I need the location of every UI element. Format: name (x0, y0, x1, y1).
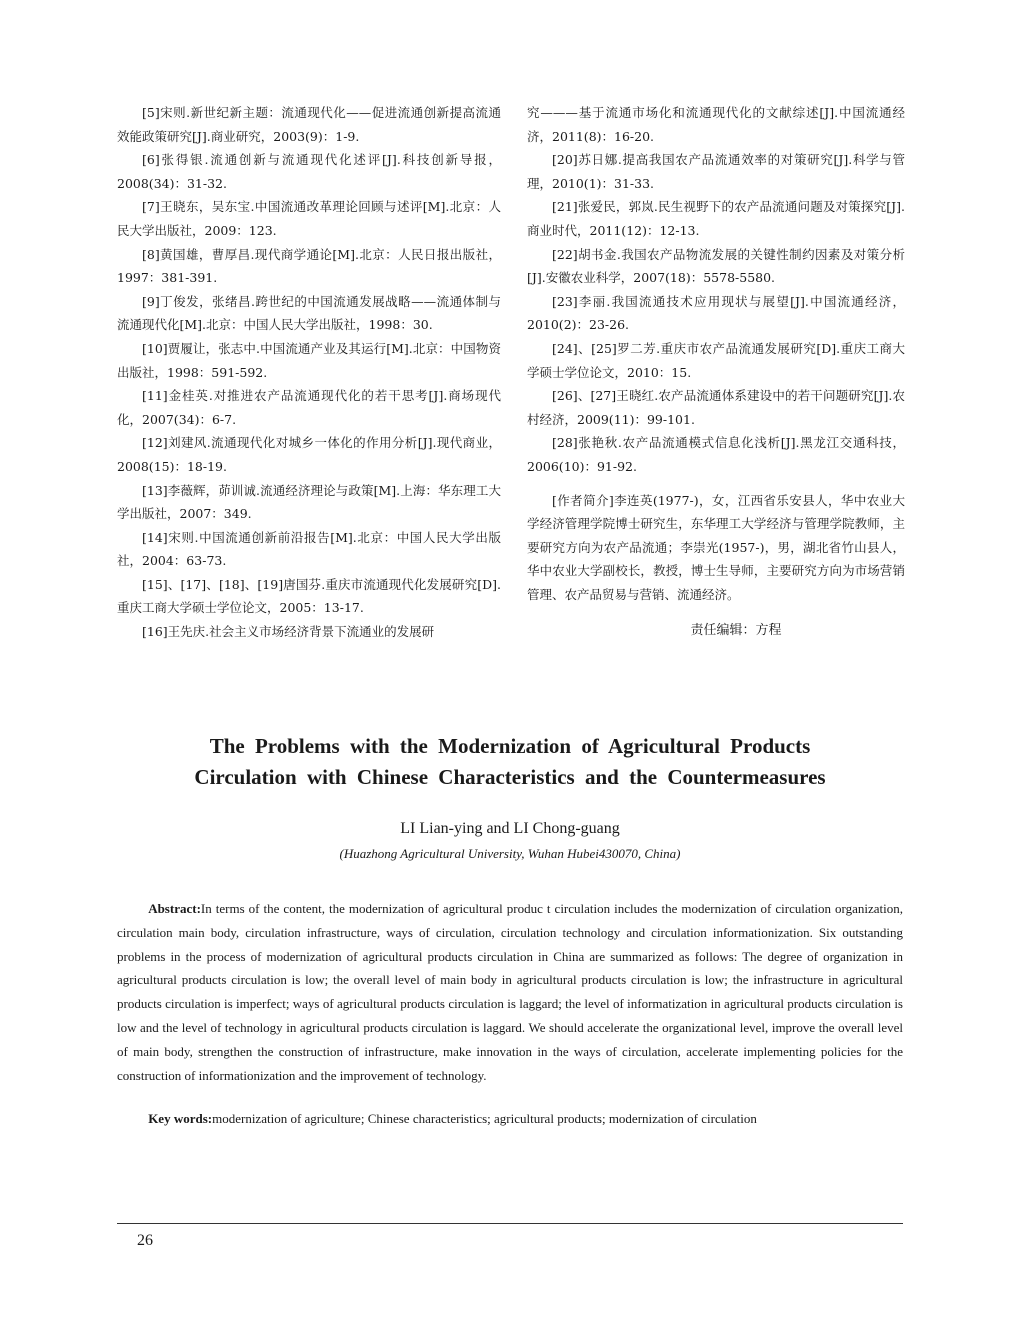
reference-item: [14]宋则.中国流通创新前沿报告[M].北京：中国人民大学出版社，2004：63-73. (117, 529, 501, 569)
page-number: 26 (137, 1232, 153, 1249)
reference-item: [21]张爱民，郭岚.民生视野下的农产品流通问题及对策探究[J].商业时代，2011(12)：12-13. (527, 199, 905, 238)
keywords-text: modernization of agriculture; Chinese characteristics; agricultural products; modernization of circulation (212, 1111, 757, 1126)
english-keywords (117, 1107, 903, 1131)
reference-item: [9]丁俊发，张绪昌.跨世纪的中国流通发展战略——流通体制与流通现代化[M].北京：中国人民大学出版社，1998：30. (117, 293, 501, 333)
reference-item: [16]王先庆.社会主义市场经济背景下流通业的发展研 (142, 624, 435, 640)
reference-item: [20]苏日娜.提高我国农产品流通效率的对策研究[J].科学与管理，2010(1)：31-33. (527, 152, 905, 191)
references-left-column (117, 101, 501, 644)
english-title (0, 731, 1020, 793)
responsible-editor: 责任编辑：方程 (690, 622, 782, 638)
reference-item: [23]李丽.我国流通技术应用现状与展望[J].中国流通经济，2010(2)：23-26. (527, 293, 905, 333)
reference-item: [13]李薇辉，茆训诚.流通经济理论与政策[M].上海：华东理工大学出版社，2007：349. (117, 482, 501, 522)
reference-item: [12]刘建风.流通现代化对城乡一体化的作用分析[J].现代商业，2008(15)：18-19. (117, 435, 501, 474)
reference-item: [15]、[17]、[18]、[19]唐国芬.重庆市流通现代化发展研究[D].重庆工商大学硕士学位论文，2005：13-17. (117, 576, 501, 616)
reference-item: [28]张艳秋.农产品流通模式信息化浅析[J].黑龙江交通科技，2006(10)：91-92. (527, 435, 905, 474)
english-title-line-1: The Problems with the Modernization of Agricultural Products (209, 734, 811, 758)
reference-item: [22]胡书金.我国农产品物流发展的关键性制约因素及对策分析[J].安徽农业科学，2007(18)：5578-5580. (527, 246, 905, 286)
reference-item: [5]宋则.新世纪新主题：流通现代化——促进流通创新提高流通效能政策研究[J].商业研究，2003(9)：1-9. (117, 105, 501, 144)
reference-item: [10]贾履让，张志中.中国流通产业及其运行[M].北京：中国物资出版社，1998：591-592. (117, 340, 501, 380)
keywords-label: Key words: (148, 1111, 213, 1126)
reference-item: [24]、[25]罗二芳.重庆市农产品流通发展研究[D].重庆工商大学硕士学位论文，2010：15. (527, 340, 905, 380)
english-title-line-2: Circulation with Chinese Characteristics and the Countermeasures (194, 765, 826, 789)
abstract-text: In terms of the content, the modernization of agricultural produc t circulation includes the modernization of circulation organization, circulation main body, circulation infrastructure, ways of circulation, circulation technology and circulation informationization. Six outstanding problems in the process of modernization of agricultural products circulation in China are summarized as follows: The degree of organization in agricultural products circulation is low; the overall level of main body in agricultural products circulation is low; the infrastructure in agricultural products circulation is imperfect; ways of agricultural products circulation is laggard; the level of informatization in agricultural products circulation is low and the level of technology in agricultural products circulation is laggard. We should accelerate the organizational level, improve the overall level of main body, strengthen the construction of infrastructure, make innovation in the ways of circulation, accelerate implementing policies for the construction of informationization and the improvement of technology. (117, 901, 903, 1083)
reference-continuation: 究———基于流通市场化和流通现代化的文献综述[J].中国流通经济，2011(8)：16-20. (527, 105, 905, 144)
english-abstract (117, 897, 903, 1087)
english-affiliation: (Huazhong Agricultural University, Wuhan Hubei430070, China) (339, 846, 681, 861)
references-right-column (527, 101, 905, 643)
author-bio: [作者简介]李连英(1977-)，女，江西省乐安县人，华中农业大学经济管理学院博士研究生，东华理工大学经济与管理学院教师，主要研究方向为农产品流通；李崇光(1957-)，男，湖北省竹山县人，华中农业大学副校长，教授，博士生导师，主要研究方向为市场营销管理、农产品贸易与营销、流通经济。 (527, 492, 905, 602)
footer-divider (117, 1223, 903, 1224)
reference-item: [11]金桂英.对推进农产品流通现代化的若干思考[J].商场现代化，2007(34)：6-7. (117, 388, 501, 427)
english-authors: LI Lian-ying and LI Chong-guang (400, 820, 620, 837)
abstract-label: Abstract: (148, 901, 201, 916)
reference-item: [7]王晓东，吴东宝.中国流通改革理论回顾与述评[M].北京：人民大学出版社，2009：123. (117, 199, 501, 238)
reference-item: [6]张得银.流通创新与流通现代化述评[J].科技创新导报，2008(34)：31-32. (117, 152, 501, 191)
reference-item: [26]、[27]王晓红.农产品流通体系建设中的若干问题研究[J].农村经济，2009(11)：99-101. (527, 388, 905, 427)
reference-item: [8]黄国雄，曹厚昌.现代商学通论[M].北京：人民日报出版社，1997：381-391. (117, 246, 501, 286)
